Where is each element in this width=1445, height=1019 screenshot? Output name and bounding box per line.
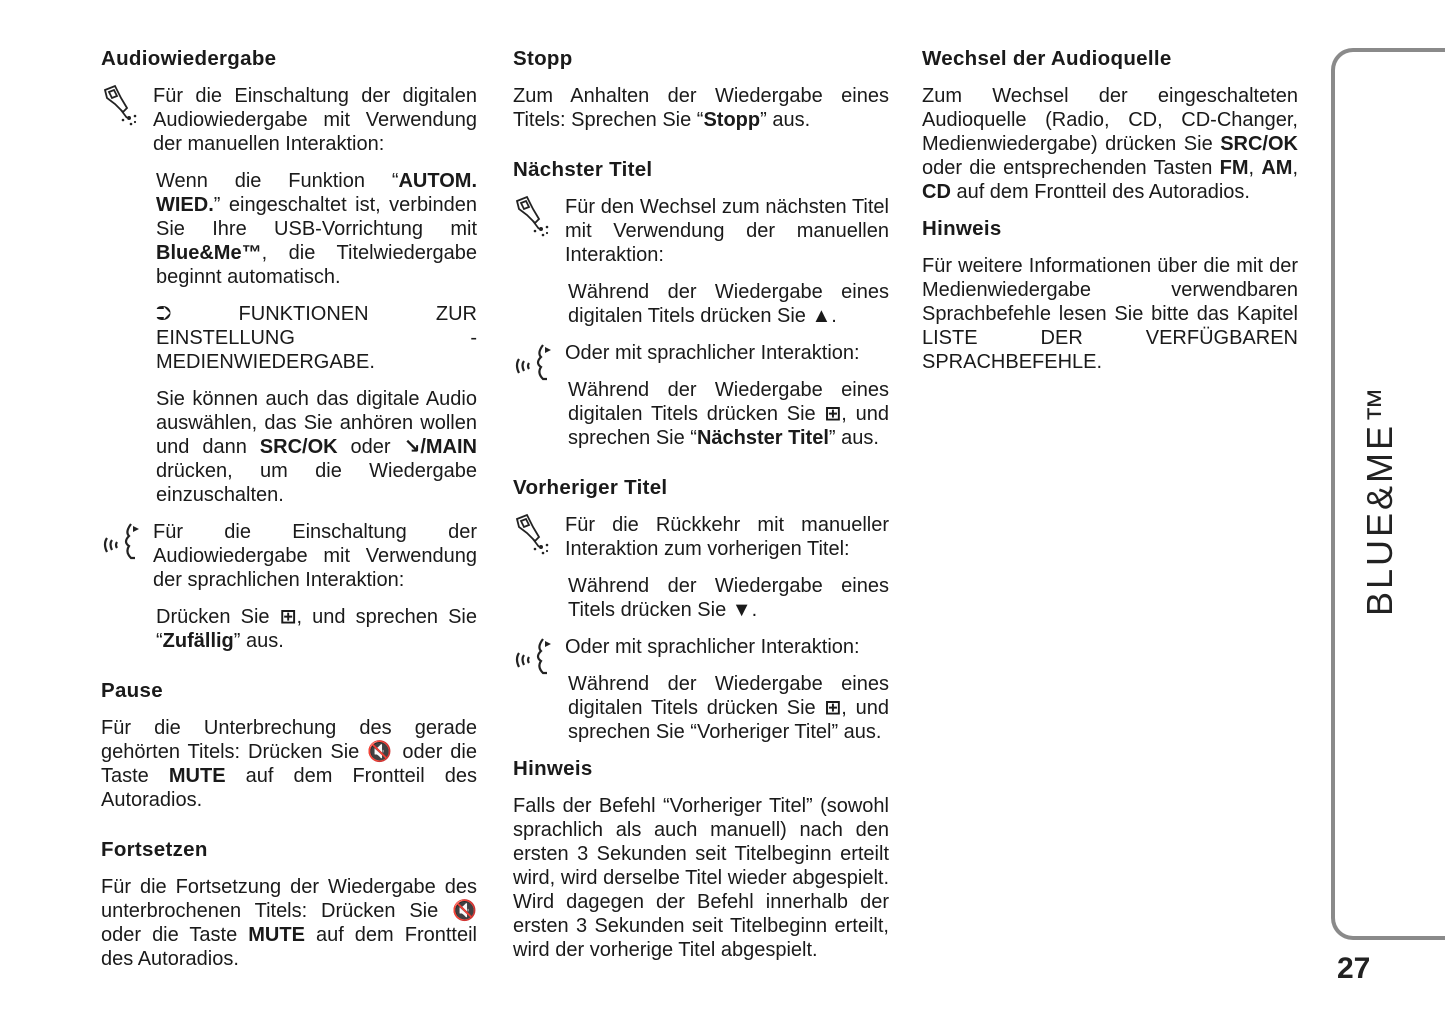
text-run: Wenn die Funktion “ bbox=[156, 170, 399, 192]
paragraph bbox=[101, 875, 477, 971]
paragraph bbox=[513, 574, 889, 622]
text-run: ” aus. bbox=[233, 630, 284, 652]
text-run: Für die Rückkehr mit manueller Interaktion zum vorherigen Titel: bbox=[565, 514, 889, 560]
text-run: Drücken Sie bbox=[156, 606, 280, 628]
text-run: , bbox=[1248, 157, 1262, 179]
text-run: Für die Unterbrechung des gerade gehörten Titels: Drücken Sie bbox=[101, 717, 477, 763]
paragraph bbox=[101, 169, 477, 289]
voice-interaction-icon bbox=[513, 341, 557, 385]
text-run: Falls der Befehl “Vorheriger Titel” (sowohl sprachlich als auch manuell) nach den ersten 3 Sekunden seit Titelbeginn erteilt wird, wird derselbe Titel wieder abgespielt. Wird dagegen der Befehl innerhalb der ersten 3 Sekunden seit Titelbeginn erteilt, wird der vorherige Titel abgespielt. bbox=[513, 795, 889, 961]
text-run: Während der Wiedergabe eines digitalen Titels drücken Sie bbox=[568, 379, 889, 425]
bold-text: ↘/MAIN bbox=[403, 436, 477, 458]
text-run: Für weitere Informationen über die mit der Medienwiedergabe verwendbaren Sprachbefehle lesen Sie bitte das Kapitel LISTE DER VERFÜGBAREN SPRACHBEFEHLE. bbox=[922, 255, 1298, 373]
bold-text: AUTOM. WIED. bbox=[156, 170, 477, 216]
text-run: Sie können auch das digitale Audio auswählen, das Sie anhören wollen und dann bbox=[156, 388, 477, 458]
text-run: auf dem Frontteil des Autoradios. bbox=[101, 924, 477, 970]
text-run: Für die Einschaltung der digitalen Audiowiedergabe mit Verwendung der manuellen Interaktion: bbox=[153, 85, 477, 155]
text-run: Während der Wiedergabe eines Titels drücken Sie ▼. bbox=[568, 575, 889, 621]
paragraph bbox=[101, 387, 477, 507]
voice-interaction-icon bbox=[513, 635, 557, 679]
paragraph bbox=[513, 378, 889, 450]
text-run: oder bbox=[337, 436, 404, 458]
text-run: Oder mit sprachlicher Interaktion: bbox=[565, 636, 860, 658]
text-run: , bbox=[1292, 157, 1298, 179]
bold-text: MUTE bbox=[168, 765, 226, 787]
manual-interaction-icon bbox=[513, 195, 557, 239]
bold-text: SRC/OK bbox=[1220, 133, 1298, 155]
section-heading bbox=[922, 217, 1298, 241]
text-run: ⮊ FUNKTIONEN ZUR EINSTELLUNG - MEDIENWIEDERGABE. bbox=[156, 303, 477, 373]
section-heading bbox=[513, 476, 889, 500]
text-run: Hinweis bbox=[922, 217, 1002, 240]
bold-text: ⊞ bbox=[824, 697, 842, 719]
paragraph bbox=[513, 195, 889, 267]
bold-text: ⊞ bbox=[279, 606, 297, 628]
text-run: Für den Wechsel zum nächsten Titel mit Verwendung der manuellen Interaktion: bbox=[565, 196, 889, 266]
text-run: 🔇 bbox=[367, 741, 395, 763]
text-run: drücken, um die Wiedergabe einzuschalten. bbox=[156, 460, 477, 506]
section-heading bbox=[513, 757, 889, 781]
text-run: Zum Anhalten der Wiedergabe eines Titels: Sprechen Sie “ bbox=[513, 85, 889, 131]
text-run: Nächster Titel bbox=[513, 158, 653, 181]
text-run: Fortsetzen bbox=[101, 838, 208, 861]
text-run: Stopp bbox=[513, 47, 573, 70]
bold-text: Blue&Me™ bbox=[156, 242, 262, 264]
bold-text: AM bbox=[1261, 157, 1293, 179]
page-number: 27 bbox=[1337, 952, 1371, 985]
text-run: , und sprechen Sie “Vorheriger Titel” aus. bbox=[568, 697, 890, 743]
text-run: auf dem Frontteil des Autoradios. bbox=[101, 765, 477, 811]
bold-text: Nächster Titel bbox=[696, 427, 829, 449]
paragraph bbox=[513, 513, 889, 561]
text-run: Pause bbox=[101, 679, 163, 702]
paragraph bbox=[922, 254, 1298, 374]
text-run: Während der Wiedergabe eines digitalen Titels drücken Sie ▲. bbox=[568, 281, 889, 327]
section-heading bbox=[101, 679, 477, 703]
paragraph bbox=[101, 520, 477, 592]
text-run: , und sprechen Sie “ bbox=[568, 403, 890, 449]
section-heading bbox=[513, 158, 889, 182]
bold-text: Stopp bbox=[703, 109, 761, 131]
text-run: Wechsel der Audioquelle bbox=[922, 47, 1172, 70]
text-run: ” aus. bbox=[828, 427, 879, 449]
paragraph bbox=[101, 302, 477, 374]
paragraph bbox=[922, 84, 1298, 204]
brand-logo: BLUE&ME™ bbox=[1359, 383, 1400, 617]
bold-text: SRC/OK bbox=[259, 436, 338, 458]
text-run: Während der Wiedergabe eines digitalen Titels drücken Sie bbox=[568, 673, 889, 719]
manual-interaction-icon bbox=[101, 84, 145, 128]
column-2 bbox=[513, 47, 889, 975]
section-heading bbox=[101, 47, 477, 71]
section-heading bbox=[101, 838, 477, 862]
text-run: auf dem Frontteil des Autoradios. bbox=[950, 181, 1250, 203]
text-run: Oder mit sprachlicher Interaktion: bbox=[565, 342, 860, 364]
section-heading bbox=[922, 47, 1298, 71]
text-run: ” aus. bbox=[760, 109, 811, 131]
paragraph bbox=[513, 84, 889, 132]
text-run: Audiowiedergabe bbox=[101, 47, 277, 70]
text-run: ” eingeschaltet ist, verbinden Sie Ihre USB-Vorrichtung mit bbox=[156, 194, 477, 240]
bold-text: FM bbox=[1219, 157, 1249, 179]
paragraph bbox=[513, 341, 889, 365]
paragraph bbox=[513, 672, 889, 744]
text-run: Hinweis bbox=[513, 757, 593, 780]
paragraph bbox=[513, 635, 889, 659]
text-run: Für die Fortsetzung der Wiedergabe des unterbrochenen Titels: Drücken Sie bbox=[101, 876, 477, 922]
bold-text: MUTE bbox=[248, 924, 305, 946]
paragraph bbox=[513, 794, 889, 962]
text-run: 🔇 bbox=[452, 900, 477, 922]
paragraph bbox=[101, 605, 477, 653]
paragraph bbox=[101, 84, 477, 156]
text-run: Für die Einschaltung der Audiowiedergabe mit Verwendung der sprachlichen Interaktion: bbox=[153, 521, 477, 591]
bold-text: Zufällig bbox=[162, 630, 234, 652]
manual-interaction-icon bbox=[513, 513, 557, 557]
text-run: oder die Taste bbox=[101, 741, 478, 787]
text-run: , und sprechen Sie “ bbox=[156, 606, 478, 652]
text-run: oder die Taste bbox=[101, 924, 249, 946]
section-heading bbox=[513, 47, 889, 71]
text-run: Zum Wechsel der eingeschalteten Audioquelle (Radio, CD, CD-Changer, Medienwiedergabe) drücken Sie bbox=[922, 85, 1298, 155]
paragraph bbox=[513, 280, 889, 328]
bold-text: CD bbox=[922, 181, 951, 203]
voice-interaction-icon bbox=[101, 520, 145, 564]
column-1 bbox=[101, 47, 477, 984]
bold-text: ⊞ bbox=[824, 403, 842, 425]
text-run: oder die entsprechenden Tasten bbox=[922, 157, 1220, 179]
paragraph bbox=[101, 716, 477, 812]
text-run: Vorheriger Titel bbox=[513, 476, 668, 499]
text-run: , die Titelwiedergabe beginnt automatisch. bbox=[156, 242, 477, 288]
column-3 bbox=[922, 47, 1298, 387]
